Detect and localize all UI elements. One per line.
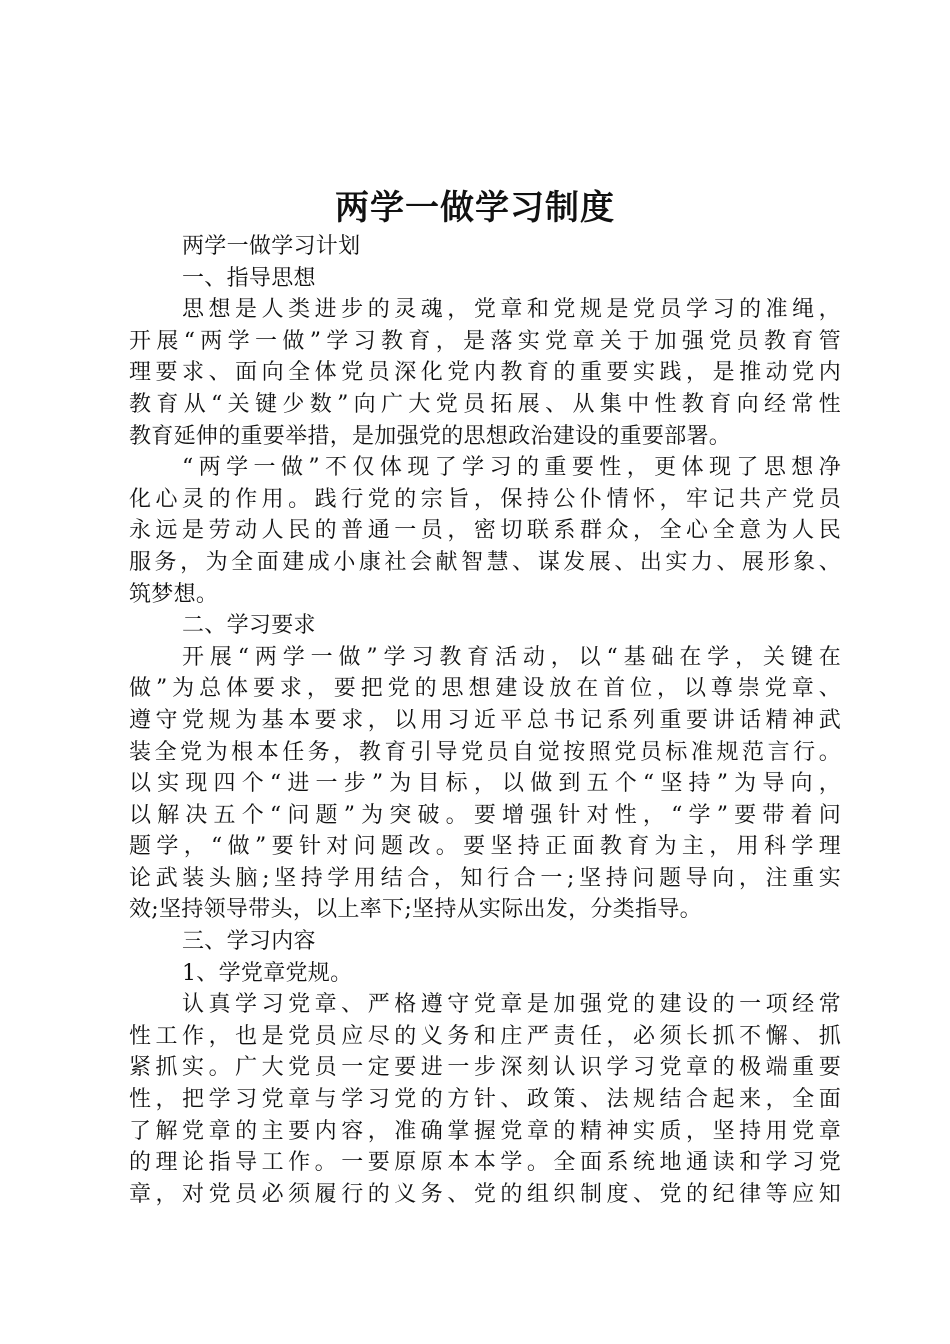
paragraph-line: 效;坚持领导带头，以上率下;坚持从实际出发，分类指导。 [129,897,702,923]
paragraph-line: 永远是劳动人民的普通一员，密切联系群众，全心全意为人民 [129,518,841,544]
paragraph-line: 筑梦想。 [129,581,219,607]
plan-heading: 两学一做学习计划 [182,234,361,259]
paragraph-line: 服务，为全面建成小康社会献智慧、谋发展、出实力、展形象、 [129,549,841,575]
paragraph-line: 章，对党员必须履行的义务、党的组织制度、党的纪律等应知 [129,1181,841,1207]
document-body [129,231,841,1210]
document-title: 两学一做学习制度 [335,188,615,228]
paragraph-line: 开展“两学一做”学习教育活动，以“基础在学，关键在 [182,644,841,670]
paragraph-line: 理要求、面向全体党员深化党内教育的重要实践，是推动党内 [129,360,841,386]
paragraph-line: “两学一做”不仅体现了学习的重要性，更体现了思想净 [182,455,841,481]
paragraph-line: 性，把学习党章与学习党的方针、政策、法规结合起来，全面 [129,1087,841,1113]
paragraph-line: 开展“两学一做”学习教育，是落实党章关于加强党员教育管 [129,328,841,354]
section-heading-requirements: 二、学习要求 [182,613,316,639]
paragraph-line: 教育延伸的重要举措，是加强党的思想政治建设的重要部署。 [129,423,732,449]
paragraph-line: 题学，“做”要针对问题改。要坚持正面教育为主，用科学理 [129,834,841,860]
paragraph-line: 认真学习党章、严格遵守党章是加强党的建设的一项经常 [182,992,841,1018]
paragraph-line: 做”为总体要求，要把党的思想建设放在首位，以尊崇党章、 [129,676,841,702]
paragraph-line: 教育从“关键少数”向广大党员拓展、从集中性教育向经常性 [129,391,841,417]
paragraph-line: 论武装头脑;坚持学用结合，知行合一;坚持问题导向，注重实 [129,865,841,891]
paragraph-line: 装全党为根本任务，教育引导党员自觉按照党员标准规范言行。 [129,739,841,765]
paragraph-line: 遵守党规为基本要求，以用习近平总书记系列重要讲话精神武 [129,707,841,733]
section-heading-guiding-thought: 一、指导思想 [182,265,316,291]
subsection-heading: 1、学党章党规。 [182,960,353,986]
paragraph-line: 的理论指导工作。一要原原本本学。全面系统地通读和学习党 [129,1150,841,1176]
paragraph-line: 性工作，也是党员应尽的义务和庄严责任，必须长抓不懈、抓 [129,1023,841,1049]
paragraph-line: 以实现四个“进一步”为目标，以做到五个“坚持”为导向， [129,771,841,797]
paragraph-line: 紧抓实。广大党员一定要进一步深刻认识学习党章的极端重要 [129,1055,841,1081]
paragraph-line: 了解党章的主要内容，准确掌握党章的精神实质，坚持用党章 [129,1118,841,1144]
section-heading-content: 三、学习内容 [182,929,316,955]
paragraph-line: 思想是人类进步的灵魂，党章和党规是党员学习的准绳， [182,297,841,323]
paragraph-line: 以解决五个“问题”为突破。要增强针对性，“学”要带着问 [129,802,841,828]
paragraph-line: 化心灵的作用。践行党的宗旨，保持公仆情怀，牢记共产党员 [129,486,841,512]
